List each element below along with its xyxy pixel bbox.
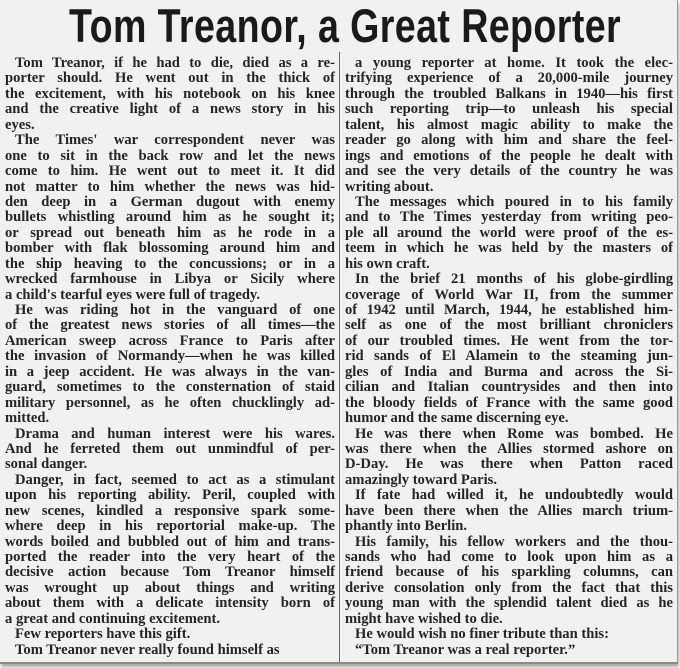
article-text-line: or spread out beneath him as he rode in a	[5, 224, 335, 241]
article-text-line: humor and the same discerning eye.	[345, 410, 569, 427]
article-text-line: might have wished to die.	[345, 610, 503, 627]
article-text-line: and the creative light of a news story in his	[5, 101, 335, 118]
article-column-right	[345, 56, 673, 658]
article-text-line: writing about.	[345, 178, 434, 195]
article-text-line: of the greatest news stories of all times—the	[5, 317, 335, 334]
article-text-line: He was riding hot in the vanguard of one	[15, 302, 335, 318]
article-text-line: Tom Treanor never really found himself as	[15, 641, 280, 658]
article-text-line: his own craft.	[345, 255, 430, 272]
article-text-line: where deep in his reportorial make-up. The	[5, 518, 335, 535]
article-text-line: talent, his almost magic ability to make the	[345, 116, 673, 133]
article-text-line: the invasion of Normandy—when he was killed	[5, 348, 335, 365]
article-text-line: sands who had come to look upon him as a	[345, 549, 673, 565]
article-text-line: self as one of the most brilliant chroniclers	[345, 317, 673, 334]
article-text-line: American sweep across France to Paris after	[5, 332, 335, 349]
article-text-line: one to sit in the back row and let the news	[5, 147, 335, 164]
article-text-line: friend because of his sparkling columns, can	[345, 564, 673, 581]
article-text-line: such reporting trip—to unleash his special	[345, 101, 673, 118]
article-text-line: and see the very details of the country he was	[345, 163, 673, 180]
article-text-line: a child's tearful eyes were full of tragedy.	[5, 286, 261, 303]
article-text-line: ported the reader into the very heart of the	[5, 549, 335, 565]
article-text-line: guard, sometimes to the consternation of staid	[5, 379, 335, 396]
article-text-line: mitted.	[5, 410, 50, 427]
article-text-line: the bloody fields of France with the same good	[345, 394, 673, 411]
article-text-line: amazingly toward Paris.	[345, 471, 498, 488]
article-text-line: ings and emotions of the people he dealt with	[345, 147, 673, 164]
article-text-line: coverage of World War II, from the summer	[345, 286, 673, 303]
article-text-line: a young reporter at home. It took the elec-	[355, 55, 673, 71]
headline-container	[0, 0, 677, 52]
article-text-line: “Tom Treanor was a real reporter.”	[355, 641, 576, 658]
article-text-line: young man with the splendid talent died as he	[345, 595, 673, 612]
article-text-line: upon his reporting ability. Peril, coupled with	[5, 487, 335, 504]
article-text-line: bomber with flak blossoming around him and	[5, 240, 335, 257]
article-text-line: gles of India and Burma and across the Si-	[345, 363, 673, 380]
article-text-line: sonal danger.	[5, 456, 88, 473]
article-text-line: And he ferreted them out unmindful of per-	[5, 440, 335, 457]
article-text-line: the ship heaving to the concussions; or in a	[5, 255, 335, 272]
article-text-line: in a jeep accident. He was always in the van-	[5, 363, 335, 380]
article-text-line: The messages which poured in to his family	[355, 193, 673, 210]
article-text-line: He was there when Rome was bombed. He	[355, 425, 673, 442]
article-text-line: reader go along with him and share the feel-	[345, 132, 673, 149]
article-text-line: phantly into Berlin.	[345, 518, 468, 535]
article-text-line: eyes.	[5, 116, 35, 133]
article-text-line: rid sands of El Alamein to the steaming jun-	[345, 348, 673, 365]
article-text-line: was there when the Allies stormed ashore on	[345, 440, 673, 457]
article-text-line: trifying experience of a 20,000-mile journey	[345, 70, 673, 87]
article-text-line: of our troubled times. He went from the tor-	[345, 332, 673, 349]
article-text-line: a great and continuing excitement.	[5, 610, 220, 627]
article-text-line: bullets whistling around him as he sought it;	[5, 209, 335, 226]
article-text-line: The Times' war correspondent never was	[15, 132, 335, 149]
article-text-line: not matter to him whether the news was hid-	[5, 178, 335, 195]
article-text-line: new scenes, kindled a responsive spark some-	[5, 502, 335, 519]
article-text-line: through the troubled Balkans in 1940—his first	[345, 85, 673, 102]
article-text-line: Danger, in fact, seemed to act as a stimulant	[15, 471, 335, 488]
article-text-line: military personnel, as he often chucklingly ad-	[5, 394, 335, 411]
article-text-line: derive consolation only from the fact that this	[345, 579, 673, 596]
article-text-line: and to The Times yesterday from writing peo-	[345, 209, 673, 226]
article-text-line: Few reporters have this gift.	[15, 626, 191, 643]
article-text-line: come to him. He went out to meet it. It did	[5, 163, 335, 180]
article-text-line: D-Day. He was there when Patton raced	[345, 456, 673, 473]
article-text-line: wrecked farmhouse in Libya or Sicily where	[5, 271, 335, 288]
article-text-line: words boiled and bubbled out of him and trans-	[5, 533, 335, 550]
article-text-line: of 1942 until March, 1944, he established him-	[345, 302, 673, 318]
article-text-line: Drama and human interest were his wares.	[15, 425, 335, 442]
article-text-line: Tom Treanor, if he had to die, died as a re-	[15, 55, 335, 71]
headline: Tom Treanor, a Great Reporter	[69, 0, 622, 52]
article-text-line: the excitement, with his notebook on his knee	[5, 85, 335, 102]
article-text-line: decisive action because Tom Treanor himself	[5, 564, 335, 581]
article-text-line: was wrought up about things and writing	[5, 579, 335, 596]
article-text-line: If fate had willed it, he undoubtedly would	[355, 487, 673, 504]
article-column-left	[5, 56, 335, 658]
article-text-line: porter should. He went out in the thick of	[5, 70, 335, 87]
article-text-line: have been there when the Allies march trium-	[345, 502, 673, 519]
article-text-line: In the brief 21 months of his globe-girdling	[355, 271, 673, 288]
column-divider	[339, 52, 340, 662]
article-text-line: about them with a delicate intensity born of	[5, 595, 335, 612]
article-text-line: ple all around the world were proof of the es-	[345, 224, 673, 241]
article-text-line: den deep in a German dugout with enemy	[5, 193, 335, 210]
article-text-line: cilian and Italian countrysides and then into	[345, 379, 673, 396]
article-text-line: He would wish no finer tribute than this:	[355, 626, 609, 643]
article-text-line: teem in which he was held by the masters of	[345, 240, 673, 257]
article-text-line: His family, his fellow workers and the thou-	[355, 533, 673, 550]
